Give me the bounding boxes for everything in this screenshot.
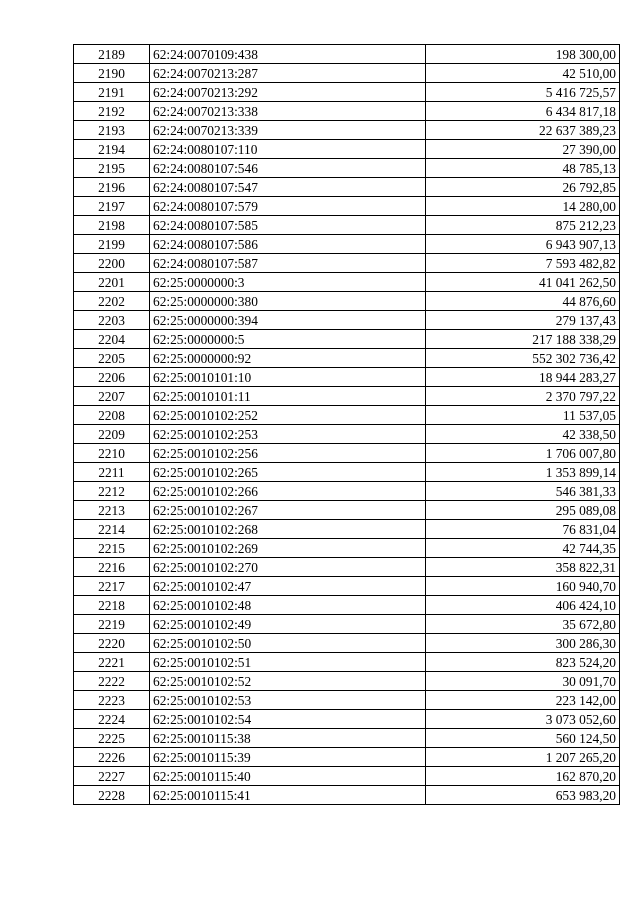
cadastral-value-cell: 42 744,35 — [426, 539, 620, 558]
cadastral-value-cell: 22 637 389,23 — [426, 121, 620, 140]
cadastral-value-cell: 14 280,00 — [426, 197, 620, 216]
row-number-cell: 2191 — [74, 83, 150, 102]
table-row — [74, 482, 620, 501]
row-number-cell: 2217 — [74, 577, 150, 596]
table-row — [74, 387, 620, 406]
cadastral-value-cell: 11 537,05 — [426, 406, 620, 425]
cadastral-value-cell: 35 672,80 — [426, 615, 620, 634]
row-number-cell: 2211 — [74, 463, 150, 482]
row-number-cell: 2205 — [74, 349, 150, 368]
row-number-cell: 2225 — [74, 729, 150, 748]
cadastral-value-cell: 406 424,10 — [426, 596, 620, 615]
row-number-cell: 2221 — [74, 653, 150, 672]
table-row — [74, 520, 620, 539]
row-number-cell: 2201 — [74, 273, 150, 292]
cadastral-number-cell: 62:24:0080107:585 — [150, 216, 426, 235]
table-row — [74, 444, 620, 463]
cadastral-number-cell: 62:25:0010102:253 — [150, 425, 426, 444]
row-number-cell: 2189 — [74, 45, 150, 64]
row-number-cell: 2196 — [74, 178, 150, 197]
cadastral-value-cell: 279 137,43 — [426, 311, 620, 330]
row-number-cell: 2213 — [74, 501, 150, 520]
cadastral-number-cell: 62:24:0080107:586 — [150, 235, 426, 254]
row-number-cell: 2204 — [74, 330, 150, 349]
row-number-cell: 2207 — [74, 387, 150, 406]
cadastral-value-cell: 217 188 338,29 — [426, 330, 620, 349]
cadastral-number-cell: 62:24:0070109:438 — [150, 45, 426, 64]
table-row — [74, 691, 620, 710]
cadastral-number-cell: 62:25:0010102:267 — [150, 501, 426, 520]
cadastral-value-cell: 653 983,20 — [426, 786, 620, 805]
cadastral-value-cell: 1 706 007,80 — [426, 444, 620, 463]
cadastral-value-cell: 198 300,00 — [426, 45, 620, 64]
cadastral-number-cell: 62:24:0080107:110 — [150, 140, 426, 159]
table-row — [74, 45, 620, 64]
table-row — [74, 767, 620, 786]
row-number-cell: 2215 — [74, 539, 150, 558]
row-number-cell: 2224 — [74, 710, 150, 729]
cadastral-value-cell: 42 510,00 — [426, 64, 620, 83]
row-number-cell: 2192 — [74, 102, 150, 121]
table-row — [74, 463, 620, 482]
table-row — [74, 235, 620, 254]
cadastral-value-cell: 823 524,20 — [426, 653, 620, 672]
row-number-cell: 2220 — [74, 634, 150, 653]
table-row — [74, 501, 620, 520]
cadastral-value-cell: 295 089,08 — [426, 501, 620, 520]
cadastral-number-cell: 62:25:0000000:92 — [150, 349, 426, 368]
row-number-cell: 2212 — [74, 482, 150, 501]
cadastral-value-cell: 1 353 899,14 — [426, 463, 620, 482]
table-row — [74, 140, 620, 159]
cadastral-number-cell: 62:25:0010102:52 — [150, 672, 426, 691]
table-row — [74, 102, 620, 121]
row-number-cell: 2198 — [74, 216, 150, 235]
cadastral-value-cell: 300 286,30 — [426, 634, 620, 653]
cadastral-number-cell: 62:25:0010102:268 — [150, 520, 426, 539]
row-number-cell: 2200 — [74, 254, 150, 273]
table-row — [74, 786, 620, 805]
cadastral-number-cell: 62:25:0010101:10 — [150, 368, 426, 387]
row-number-cell: 2194 — [74, 140, 150, 159]
row-number-cell: 2208 — [74, 406, 150, 425]
cadastral-number-cell: 62:25:0010102:256 — [150, 444, 426, 463]
table-row — [74, 748, 620, 767]
table-row — [74, 64, 620, 83]
cadastral-value-cell: 2 370 797,22 — [426, 387, 620, 406]
cadastral-value-cell: 30 091,70 — [426, 672, 620, 691]
cadastral-number-cell: 62:25:0010115:38 — [150, 729, 426, 748]
cadastral-value-cell: 7 593 482,82 — [426, 254, 620, 273]
table-row — [74, 159, 620, 178]
table-row — [74, 539, 620, 558]
row-number-cell: 2210 — [74, 444, 150, 463]
cadastral-value-cell: 546 381,33 — [426, 482, 620, 501]
table-row — [74, 368, 620, 387]
table-row — [74, 254, 620, 273]
cadastral-value-cell: 223 142,00 — [426, 691, 620, 710]
cadastral-number-cell: 62:25:0010102:49 — [150, 615, 426, 634]
cadastral-number-cell: 62:25:0010102:270 — [150, 558, 426, 577]
cadastral-value-cell: 44 876,60 — [426, 292, 620, 311]
cadastral-value-cell: 41 041 262,50 — [426, 273, 620, 292]
cadastral-number-cell: 62:25:0010101:11 — [150, 387, 426, 406]
row-number-cell: 2193 — [74, 121, 150, 140]
cadastral-number-cell: 62:25:0010102:266 — [150, 482, 426, 501]
row-number-cell: 2227 — [74, 767, 150, 786]
table-body — [74, 45, 620, 805]
row-number-cell: 2202 — [74, 292, 150, 311]
table-row — [74, 710, 620, 729]
table-row — [74, 121, 620, 140]
cadastral-number-cell: 62:25:0010102:51 — [150, 653, 426, 672]
cadastral-number-cell: 62:24:0080107:587 — [150, 254, 426, 273]
cadastral-value-cell: 6 943 907,13 — [426, 235, 620, 254]
cadastral-value-cell: 5 416 725,57 — [426, 83, 620, 102]
table-row — [74, 672, 620, 691]
table-row — [74, 615, 620, 634]
cadastral-number-cell: 62:25:0010102:54 — [150, 710, 426, 729]
row-number-cell: 2199 — [74, 235, 150, 254]
cadastral-value-cell: 1 207 265,20 — [426, 748, 620, 767]
cadastral-number-cell: 62:25:0010102:48 — [150, 596, 426, 615]
cadastral-value-cell: 875 212,23 — [426, 216, 620, 235]
cadastral-number-cell: 62:24:0080107:579 — [150, 197, 426, 216]
cadastral-number-cell: 62:25:0010115:41 — [150, 786, 426, 805]
row-number-cell: 2216 — [74, 558, 150, 577]
cadastral-number-cell: 62:25:0010102:53 — [150, 691, 426, 710]
cadastral-number-cell: 62:25:0010102:265 — [150, 463, 426, 482]
cadastral-value-cell: 18 944 283,27 — [426, 368, 620, 387]
cadastral-number-cell: 62:25:0010115:39 — [150, 748, 426, 767]
table-row — [74, 178, 620, 197]
cadastral-value-cell: 552 302 736,42 — [426, 349, 620, 368]
table-row — [74, 653, 620, 672]
row-number-cell: 2222 — [74, 672, 150, 691]
table-row — [74, 634, 620, 653]
cadastral-value-cell: 42 338,50 — [426, 425, 620, 444]
table-row — [74, 349, 620, 368]
row-number-cell: 2203 — [74, 311, 150, 330]
table-row — [74, 577, 620, 596]
cadastral-number-cell: 62:25:0000000:394 — [150, 311, 426, 330]
cadastral-value-cell: 6 434 817,18 — [426, 102, 620, 121]
cadastral-number-cell: 62:24:0080107:546 — [150, 159, 426, 178]
cadastral-number-cell: 62:25:0010102:47 — [150, 577, 426, 596]
cadastral-number-cell: 62:25:0010102:252 — [150, 406, 426, 425]
cadastral-number-cell: 62:24:0070213:339 — [150, 121, 426, 140]
row-number-cell: 2223 — [74, 691, 150, 710]
row-number-cell: 2195 — [74, 159, 150, 178]
cadastral-number-cell: 62:25:0010115:40 — [150, 767, 426, 786]
cadastral-number-cell: 62:25:0000000:5 — [150, 330, 426, 349]
cadastral-number-cell: 62:24:0070213:338 — [150, 102, 426, 121]
cadastral-number-cell: 62:24:0070213:292 — [150, 83, 426, 102]
cadastral-value-cell: 358 822,31 — [426, 558, 620, 577]
row-number-cell: 2209 — [74, 425, 150, 444]
row-number-cell: 2206 — [74, 368, 150, 387]
table-row — [74, 596, 620, 615]
cadastral-value-cell: 26 792,85 — [426, 178, 620, 197]
cadastral-number-cell: 62:25:0010102:50 — [150, 634, 426, 653]
table-row — [74, 216, 620, 235]
cadastral-number-cell: 62:25:0000000:380 — [150, 292, 426, 311]
table-row — [74, 83, 620, 102]
table-row — [74, 558, 620, 577]
table-row — [74, 406, 620, 425]
cadastral-value-table — [73, 44, 620, 805]
cadastral-number-cell: 62:25:0000000:3 — [150, 273, 426, 292]
row-number-cell: 2197 — [74, 197, 150, 216]
cadastral-number-cell: 62:25:0010102:269 — [150, 539, 426, 558]
table-row — [74, 311, 620, 330]
row-number-cell: 2214 — [74, 520, 150, 539]
cadastral-number-cell: 62:24:0080107:547 — [150, 178, 426, 197]
cadastral-value-cell: 76 831,04 — [426, 520, 620, 539]
table-row — [74, 729, 620, 748]
row-number-cell: 2190 — [74, 64, 150, 83]
table-row — [74, 197, 620, 216]
row-number-cell: 2226 — [74, 748, 150, 767]
cadastral-number-cell: 62:24:0070213:287 — [150, 64, 426, 83]
cadastral-value-cell: 48 785,13 — [426, 159, 620, 178]
cadastral-value-cell: 560 124,50 — [426, 729, 620, 748]
cadastral-value-cell: 27 390,00 — [426, 140, 620, 159]
table-row — [74, 273, 620, 292]
row-number-cell: 2228 — [74, 786, 150, 805]
cadastral-value-cell: 162 870,20 — [426, 767, 620, 786]
cadastral-value-cell: 3 073 052,60 — [426, 710, 620, 729]
table-row — [74, 292, 620, 311]
cadastral-value-cell: 160 940,70 — [426, 577, 620, 596]
table-row — [74, 425, 620, 444]
row-number-cell: 2219 — [74, 615, 150, 634]
row-number-cell: 2218 — [74, 596, 150, 615]
table-row — [74, 330, 620, 349]
